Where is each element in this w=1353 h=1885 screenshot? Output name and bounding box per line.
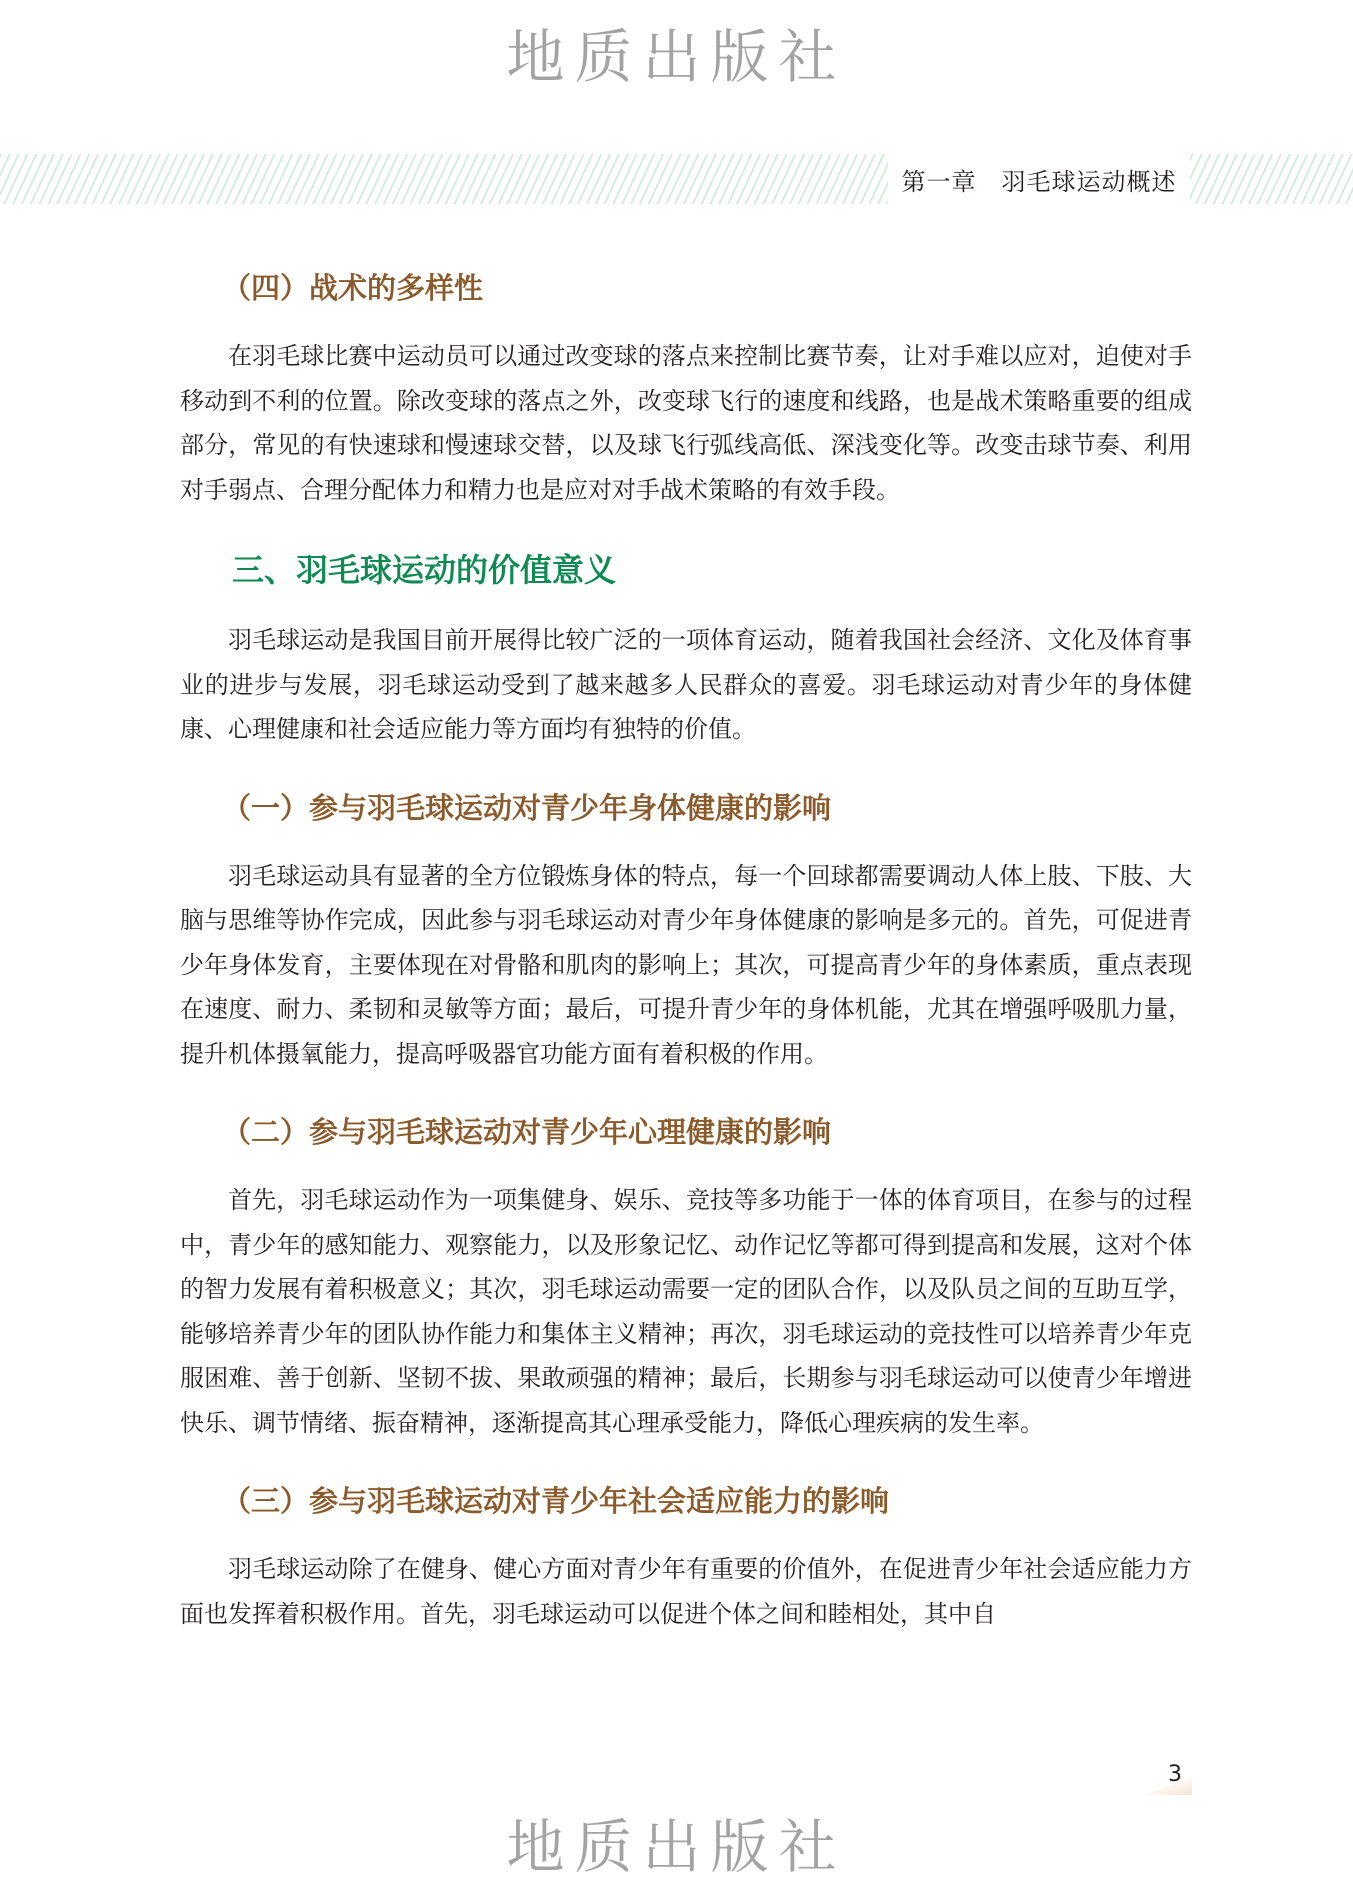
paragraph-social: 羽毛球运动除了在健身、健心方面对青少年有重要的价值外，在促进青少年社会适应能力方面也发挥着积极作用。首先，羽毛球运动可以促进个体之间和睦相处，其中自 [180,1555,1192,1628]
section-heading-mental: （二）参与羽毛球运动对青少年心理健康的影响 [222,1115,832,1149]
section-heading-value: 三、羽毛球运动的价值意义 [232,551,617,589]
publisher-watermark-top: 地质出版社 [506,23,847,91]
paragraph-mental: 首先，羽毛球运动作为一项集健身、娱乐、竞技等多功能于一体的体育项目，在参与的过程中，青少年的感知能力、观察能力，以及形象记忆、动作记忆等都可得到提高和发展，这对个体的智力发展有着积极意义；其次，羽毛球运动需要一定的团队合作，以及队员之间的互助互学，能够培养青少年的团队协作能力和集体主义精神；再次，羽毛球运动的竞技性可以培养青少年克服困难、善于创新、坚韧不拔、果敢顽强的精神；最后，长期参与羽毛球运动可以使青少年增进快乐、调节情绪、振奋精神，逐渐提高其心理承受能力，降低心理疾病的发生率。 [180,1186,1192,1437]
section-heading-social: （三）参与羽毛球运动对青少年社会适应能力的影响 [222,1484,890,1518]
chapter-title: 第一章 羽毛球运动概述 [888,154,1190,204]
section-heading-tactics: （四）战术的多样性 [222,271,484,305]
page-content [180,258,1192,1636]
page-number: 3 [1168,1762,1182,1787]
publisher-watermark-bottom: 地质出版社 [506,1813,847,1881]
paragraph-physical: 羽毛球运动具有显著的全方位锻炼身体的特点，每一个回球都需要调动人体上肢、下肢、大脑与思维等协作完成，因此参与羽毛球运动对青少年身体健康的影响是多元的。首先，可促进青少年身体发育，主要体现在对骨骼和肌肉的影响上；其次，可提高青少年的身体素质，重点表现在速度、耐力、柔韧和灵敏等方面；最后，可提升青少年的身体机能，尤其在增强呼吸肌力量，提升机体摄氧能力，提高呼吸器官功能方面有着积极的作用。 [180,861,1192,1068]
paragraph-tactics: 在羽毛球比赛中运动员可以通过改变球的落点来控制比赛节奏，让对手难以应对，迫使对手移动到不利的位置。除改变球的落点之外，改变球飞行的速度和线路，也是战术策略重要的组成部分，常见的有快速球和慢速球交替，以及球飞行弧线高低、深浅变化等。改变击球节奏、利用对手弱点、合理分配体力和精力也是应对对手战术策略的有效手段。 [180,342,1192,504]
paragraph-value: 羽毛球运动是我国目前开展得比较广泛的一项体育运动，随着我国社会经济、文化及体育事业的进步与发展，羽毛球运动受到了越来越多人民群众的喜爱。羽毛球运动对青少年的身体健康、心理健康和社会适应能力等方面均有独特的价值。 [180,626,1192,743]
section-heading-physical: （一）参与羽毛球运动对青少年身体健康的影响 [222,790,832,825]
